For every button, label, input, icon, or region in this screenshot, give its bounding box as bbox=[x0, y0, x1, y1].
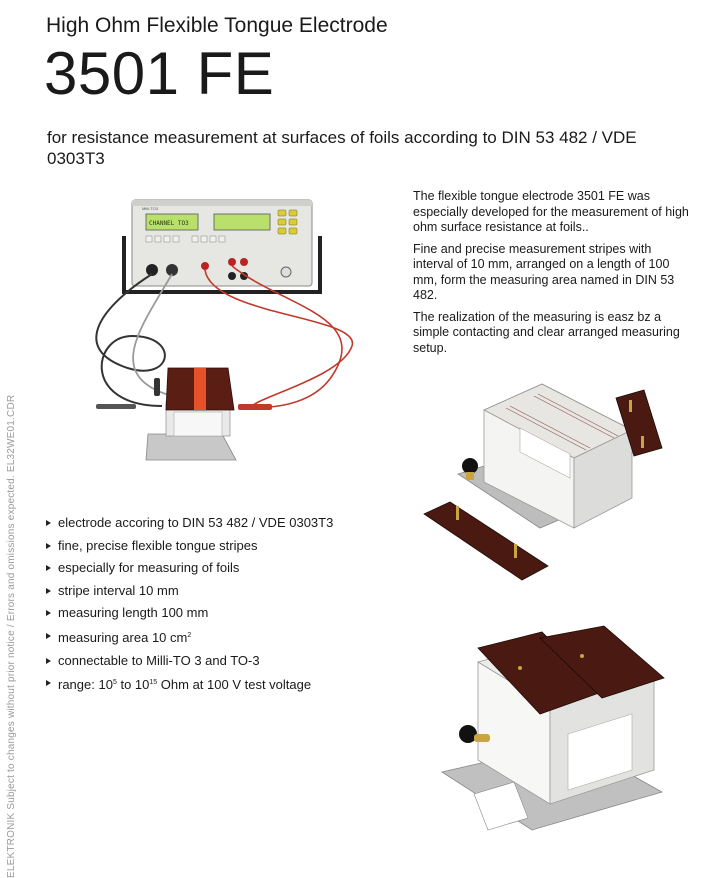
description-paragraph: The flexible tongue electrode 3501 FE was especially developed for the measurement of high ohm surface resistance at foils.. bbox=[413, 189, 689, 234]
feature-text: connectable to Milli-TO 3 and TO-3 bbox=[58, 652, 260, 668]
product-subtitle: High Ohm Flexible Tongue Electrode bbox=[46, 14, 388, 37]
assembled-electrode-photo bbox=[432, 622, 672, 840]
superscript: 15 bbox=[149, 679, 158, 687]
list-item bbox=[46, 512, 333, 535]
list-item bbox=[46, 672, 333, 697]
bullet-icon bbox=[46, 543, 51, 549]
feature-text: range: 10 bbox=[58, 677, 113, 693]
bullet-icon bbox=[46, 680, 51, 686]
feature-text: measuring area 10 cm bbox=[58, 629, 188, 645]
feature-text: stripe interval 10 mm bbox=[58, 582, 179, 598]
product-tagline: for resistance measurement at surfaces of foils according to DIN 53 482 / VDE 0303T3 bbox=[47, 128, 637, 168]
feature-text: Ohm at 100 V test voltage bbox=[157, 677, 312, 693]
feature-text: to 10 bbox=[116, 677, 150, 693]
list-item bbox=[46, 625, 333, 650]
superscript: 2 bbox=[187, 631, 192, 639]
side-note: ELEKTRONIK Subject to changes without prior notice / Errors and omissions expected. EL32WE01.CDR bbox=[6, 394, 17, 878]
feature-text: fine, precise flexible tongue stripes bbox=[58, 537, 258, 553]
feature-text: especially for measuring of foils bbox=[58, 560, 240, 576]
bullet-icon bbox=[46, 633, 51, 639]
list-item bbox=[46, 580, 333, 603]
product-model: 3501 FE bbox=[44, 40, 275, 107]
list-item bbox=[46, 650, 333, 673]
measurement-setup-photo bbox=[62, 196, 362, 468]
electrode-parts-photo bbox=[410, 378, 700, 596]
bullet-icon bbox=[46, 588, 51, 594]
bullet-icon bbox=[46, 658, 51, 664]
description-paragraph: Fine and precise measurement stripes with interval of 10 mm, arranged on a length of 100 mm, form the measuring area named in DIN 53 482. bbox=[413, 241, 675, 302]
list-item bbox=[46, 602, 333, 625]
feature-list bbox=[46, 512, 333, 697]
instrument-display-text: CHANNEL TO3 bbox=[149, 220, 189, 227]
instrument-label: Milli-TO3 bbox=[142, 206, 158, 211]
bullet-icon bbox=[46, 520, 51, 526]
list-item bbox=[46, 557, 333, 580]
feature-text: electrode accoring to DIN 53 482 / VDE 0303T3 bbox=[58, 515, 334, 530]
description-paragraph: The realization of the measuring is easz bz a simple contacting and clear arranged measuring setup. bbox=[413, 309, 680, 355]
superscript: 5 bbox=[112, 679, 117, 687]
bullet-icon bbox=[46, 565, 51, 571]
list-item bbox=[46, 535, 333, 558]
bullet-icon bbox=[46, 610, 51, 616]
feature-text: measuring length 100 mm bbox=[58, 605, 209, 621]
description bbox=[413, 189, 693, 362]
instrument-display-right bbox=[214, 214, 270, 230]
